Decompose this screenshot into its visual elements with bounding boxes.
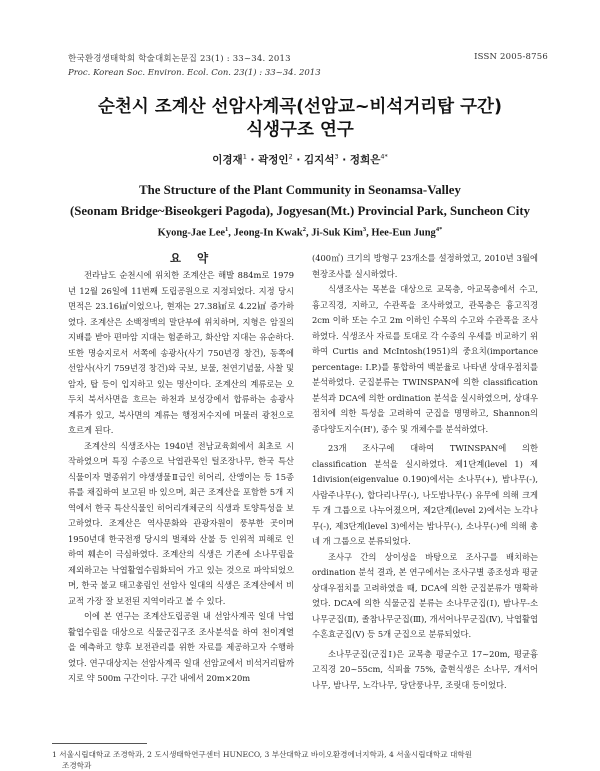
title-korean: [0, 96, 600, 142]
title-en-line1: The Structure of the Plant Community in Seonamsa-Valley: [139, 183, 461, 197]
author-ko-sup: 3: [334, 152, 339, 161]
body-paragraph: 식생조사는 목본을 대상으로 교목층, 아교목층에서 수고, 흉고직경, 지하고, 수관폭을 조사하였고, 관목층은 흉고직경 2cm 이하 또는 수고 2m 이하인 수목의 수고와 수관폭을 조사하였다. 식생조사 자료를 토대로 각 수종의 우세를 비교하기 위하여 Curtis and McIntosh(1951)의 중요치(importance percentage: I.P.)를 통합하여 백분율로 나타낸 상대우점치를 분석하였다. 군집분류는 TWINSPAN에 의한 classification 분석과 DCA에 의한 ordination 분석을 실시하였으며, 상대우점치에 의한 특성을 고려하여 군집을 명명하고, Shannon의 종다양도지수(H'), 종수 및 개체수를 분석하였다.: [312, 284, 538, 434]
author-ko-sup: 4*: [380, 152, 388, 161]
footnote-line1: 1 서울시립대학교 조경학과, 2 도시생태학연구센터 HUNECO, 3 부산대학교 바이오환경에너지학과, 4 서울시립대학교 대학원: [52, 750, 473, 759]
author-en: Kyong-Jae Lee: [157, 227, 226, 239]
author-en-sup: 1: [225, 226, 229, 233]
author-en: Jeong-In Kwak: [233, 227, 303, 239]
body-paragraph: 전라남도 순천시에 위치한 조계산은 해발 884m로 1979년 12월 26일에 11번째 도립공원으로 지정되었다. 지정 당시 면적은 23.16㎢이었으나, 현재는 27.38㎢로 4.22㎢ 증가하였다. 조계산은 소백정맥의 말단부에 위치하며, 지형은 암질의 지배를 받아 편마암 지대는 험준하고, 화산암 지대는 유순하다. 또한 명승지로서 서쪽에 송광사(사기 750년경 창건), 동쪽에 선암사(사기 759년경 창건)와 국보, 보물, 천연기념물, 사찰 및 암자, 탑 등이 입지하고 있는 명산이다. 조계산의 계류로는 오두치 북서사면을 흐르는 하천과 보성강에서 합류하는 송광사 계류가 있고, 북사면의 계류는 행정저수지에 머물러 광천으로 흐르게 된다.: [68, 270, 294, 435]
journal-en: Proc. Korean Soc. Environ. Ecol. Con. 23(1) : 33~34. 2013: [68, 68, 321, 78]
title-english: [0, 180, 600, 222]
title-ko-line2: 식생구조 연구: [246, 120, 354, 140]
footnote-line2: 조경학과: [62, 761, 92, 770]
body-paragraph: 이에 본 연구는 조계산도립공원 내 선암사계곡 일대 낙엽활엽수림을 대상으로 식물군집구조 조사분석을 하여 천이계열을 예측하고 향후 보전관리를 위한 자료를 제공하고자 수행하였다. 연구대상지는 선암사계곡 일대 선암교에서 비석거리탑까지로 약 500m 구간이다. 구간 내에서 20m×20m: [68, 611, 294, 683]
title-ko-line1: 순천시 조계산 선암사계곡(선암교~비석거리탑 구간): [98, 97, 502, 117]
authors-english: Kyong-Jae Lee$^1$, Jeong-In Kwak$^2$, Ji-Suk Kim$^3$, Hee-Eun Jung$^{4*}$: [157, 226, 443, 239]
footnote: [52, 749, 552, 771]
author-ko-sup: 2: [288, 152, 293, 161]
title-en-line2: (Seonam Bridge~Biseokgeri Pagoda), Jogyesan(Mt.) Provincial Park, Suncheon City: [70, 204, 530, 218]
body-paragraph: 조사구 간의 상이성을 바탕으로 조사구를 배치하는 ordination 분석 결과, 본 연구에서는 조사구별 종조성과 평균상대우점치를 고려하였을 때, DCA에 의한 군집분류가 명확하였다. DCA에 의한 식물군집 분류는 소나무군집(Ⅰ), 밤나무-소나무군집(Ⅱ), 졸참나무군집(Ⅲ), 개서어나무군집(Ⅳ), 낙엽활엽수혼효군집(Ⅴ) 등 5개 군집으로 분류되었다.: [312, 551, 538, 639]
author-ko: 이경재: [212, 154, 243, 166]
author-en: Ji-Suk Kim: [311, 227, 363, 239]
author-en-sup: 3: [362, 226, 367, 233]
journal-ko: 한국환경생태학회 학술대회논문집 23(1) : 33~34. 2013: [68, 54, 291, 64]
body-paragraph: 23개 조사구에 대하여 TWINSPAN에 의한 classification 분석을 실시하였다. 제1단계(level 1) 제1division(eigenvalue 0.190)에서는 소나무(+), 밤나무(-), 사람주나무(-), 합다리나무(-), 나도밤나무(-) 유무에 의해 크게 두 개 그룹으로 나누어졌으며, 제2단계(level 2)에서는 노각나무(-), 제3단계(level 3)에서는 밤나무(-), 소나무(-)에 의해 총 네 개 그룹으로 분류되었다.: [312, 443, 538, 546]
author-ko: 곽정인: [258, 154, 289, 166]
abstract-heading: 요 약: [169, 251, 215, 265]
issn: ISSN 2005-8756: [474, 52, 548, 62]
author-en-sup: 2: [302, 226, 306, 233]
authors-korean: 이경재$^1$ · 곽정인$^2$ · 김지석$^3$ · 정희은$^{4*}$: [212, 152, 388, 166]
right-column: [312, 251, 538, 693]
footnote-divider: [52, 743, 147, 744]
author-en-sup: 4*: [435, 226, 443, 233]
author-ko: 김지석: [304, 154, 335, 166]
left-column: [68, 268, 294, 687]
body-paragraph: 조계산의 식생조사는 1940년 전남교육회에서 최초로 시작하였으며 특징 수종으로 낙엽관목인 털조장나무, 한국 특산식물이자 멸종위기 야생생물Ⅱ급인 히어리, 산앵이는 등 15종류를 채집하여 보고된 바 있으며, 최근 조계산을 포함한 5개 지역에서 한국 특산식물인 히어리개체군의 식생과 토양특성을 보고하였다. 조계산은 역사문화와 관광자원이 풍부한 곳이며 1950년대 한국전쟁 당시의 벌채와 산불 등 인위적 피해로 인하여 훼손이 극심하였다. 조계산의 식생은 기존에 소나무림을 제외하고는 낙엽활엽수림화되어 가고 있는 것으로 파악되었으며, 한국 불교 태고총림인 선암사 일대의 식생은 조계산에서 비교적 가장 잘 보전된 지역이라고 볼 수 있다.: [68, 440, 294, 606]
body-paragraph: 소나무군집(군집Ⅰ)은 교목층 평균수고 17~20m, 평균흉고직경 20~55cm, 식피율 75%, 출현식생은 소나무, 개서어나무, 밤나무, 노각나무, 당단풍나무, 조릿대 등이었다.: [312, 648, 538, 690]
author-ko-sup: 1: [242, 152, 247, 161]
author-en: Hee-Eun Jung: [371, 227, 436, 239]
body-paragraph: (400㎡) 크기의 방형구 23개소를 설정하였고, 2010년 3월에 현장조사를 실시하였다.: [312, 253, 538, 279]
author-ko: 정희은: [349, 154, 381, 166]
journal-header: [68, 52, 548, 78]
